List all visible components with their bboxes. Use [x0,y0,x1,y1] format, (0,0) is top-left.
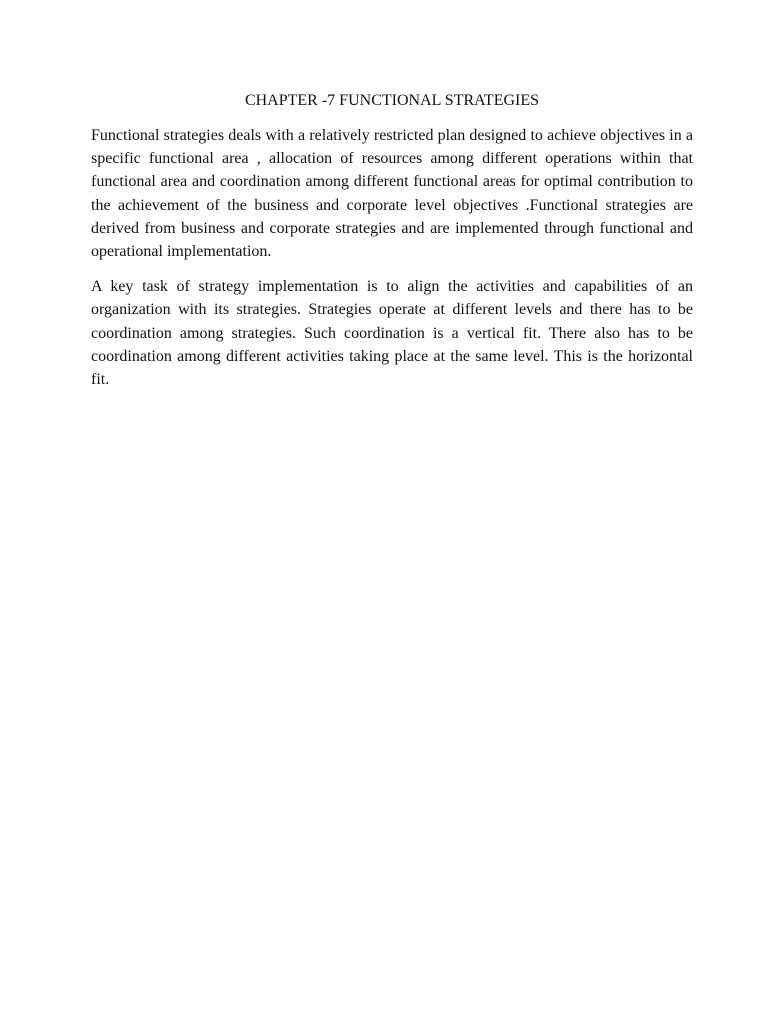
paragraph-strategy-implementation: A key task of strategy implementation is to align the activities and capabilities of an organization with its strategies. Strategies operate at different levels and there has to be coordination among strategies. Such coordination is a vertical fit. There also has to be coordination among different activities taking place at the same level. This is the horizontal fit. [91,278,693,389]
paragraph-functional-strategies: Functional strategies deals with a relatively restricted plan designed to achieve objectives in a specific functional area , allocation of resources among different operations within that functional area and coordination among different functional areas for optimal contribution to the achievement of the business and corporate level objectives .Functional strategies are derived from business and corporate strategies and are implemented through functional and operational implementation. [91,127,693,261]
chapter-title: CHAPTER -7 FUNCTIONAL STRATEGIES [244,92,540,109]
document-body [91,90,693,403]
